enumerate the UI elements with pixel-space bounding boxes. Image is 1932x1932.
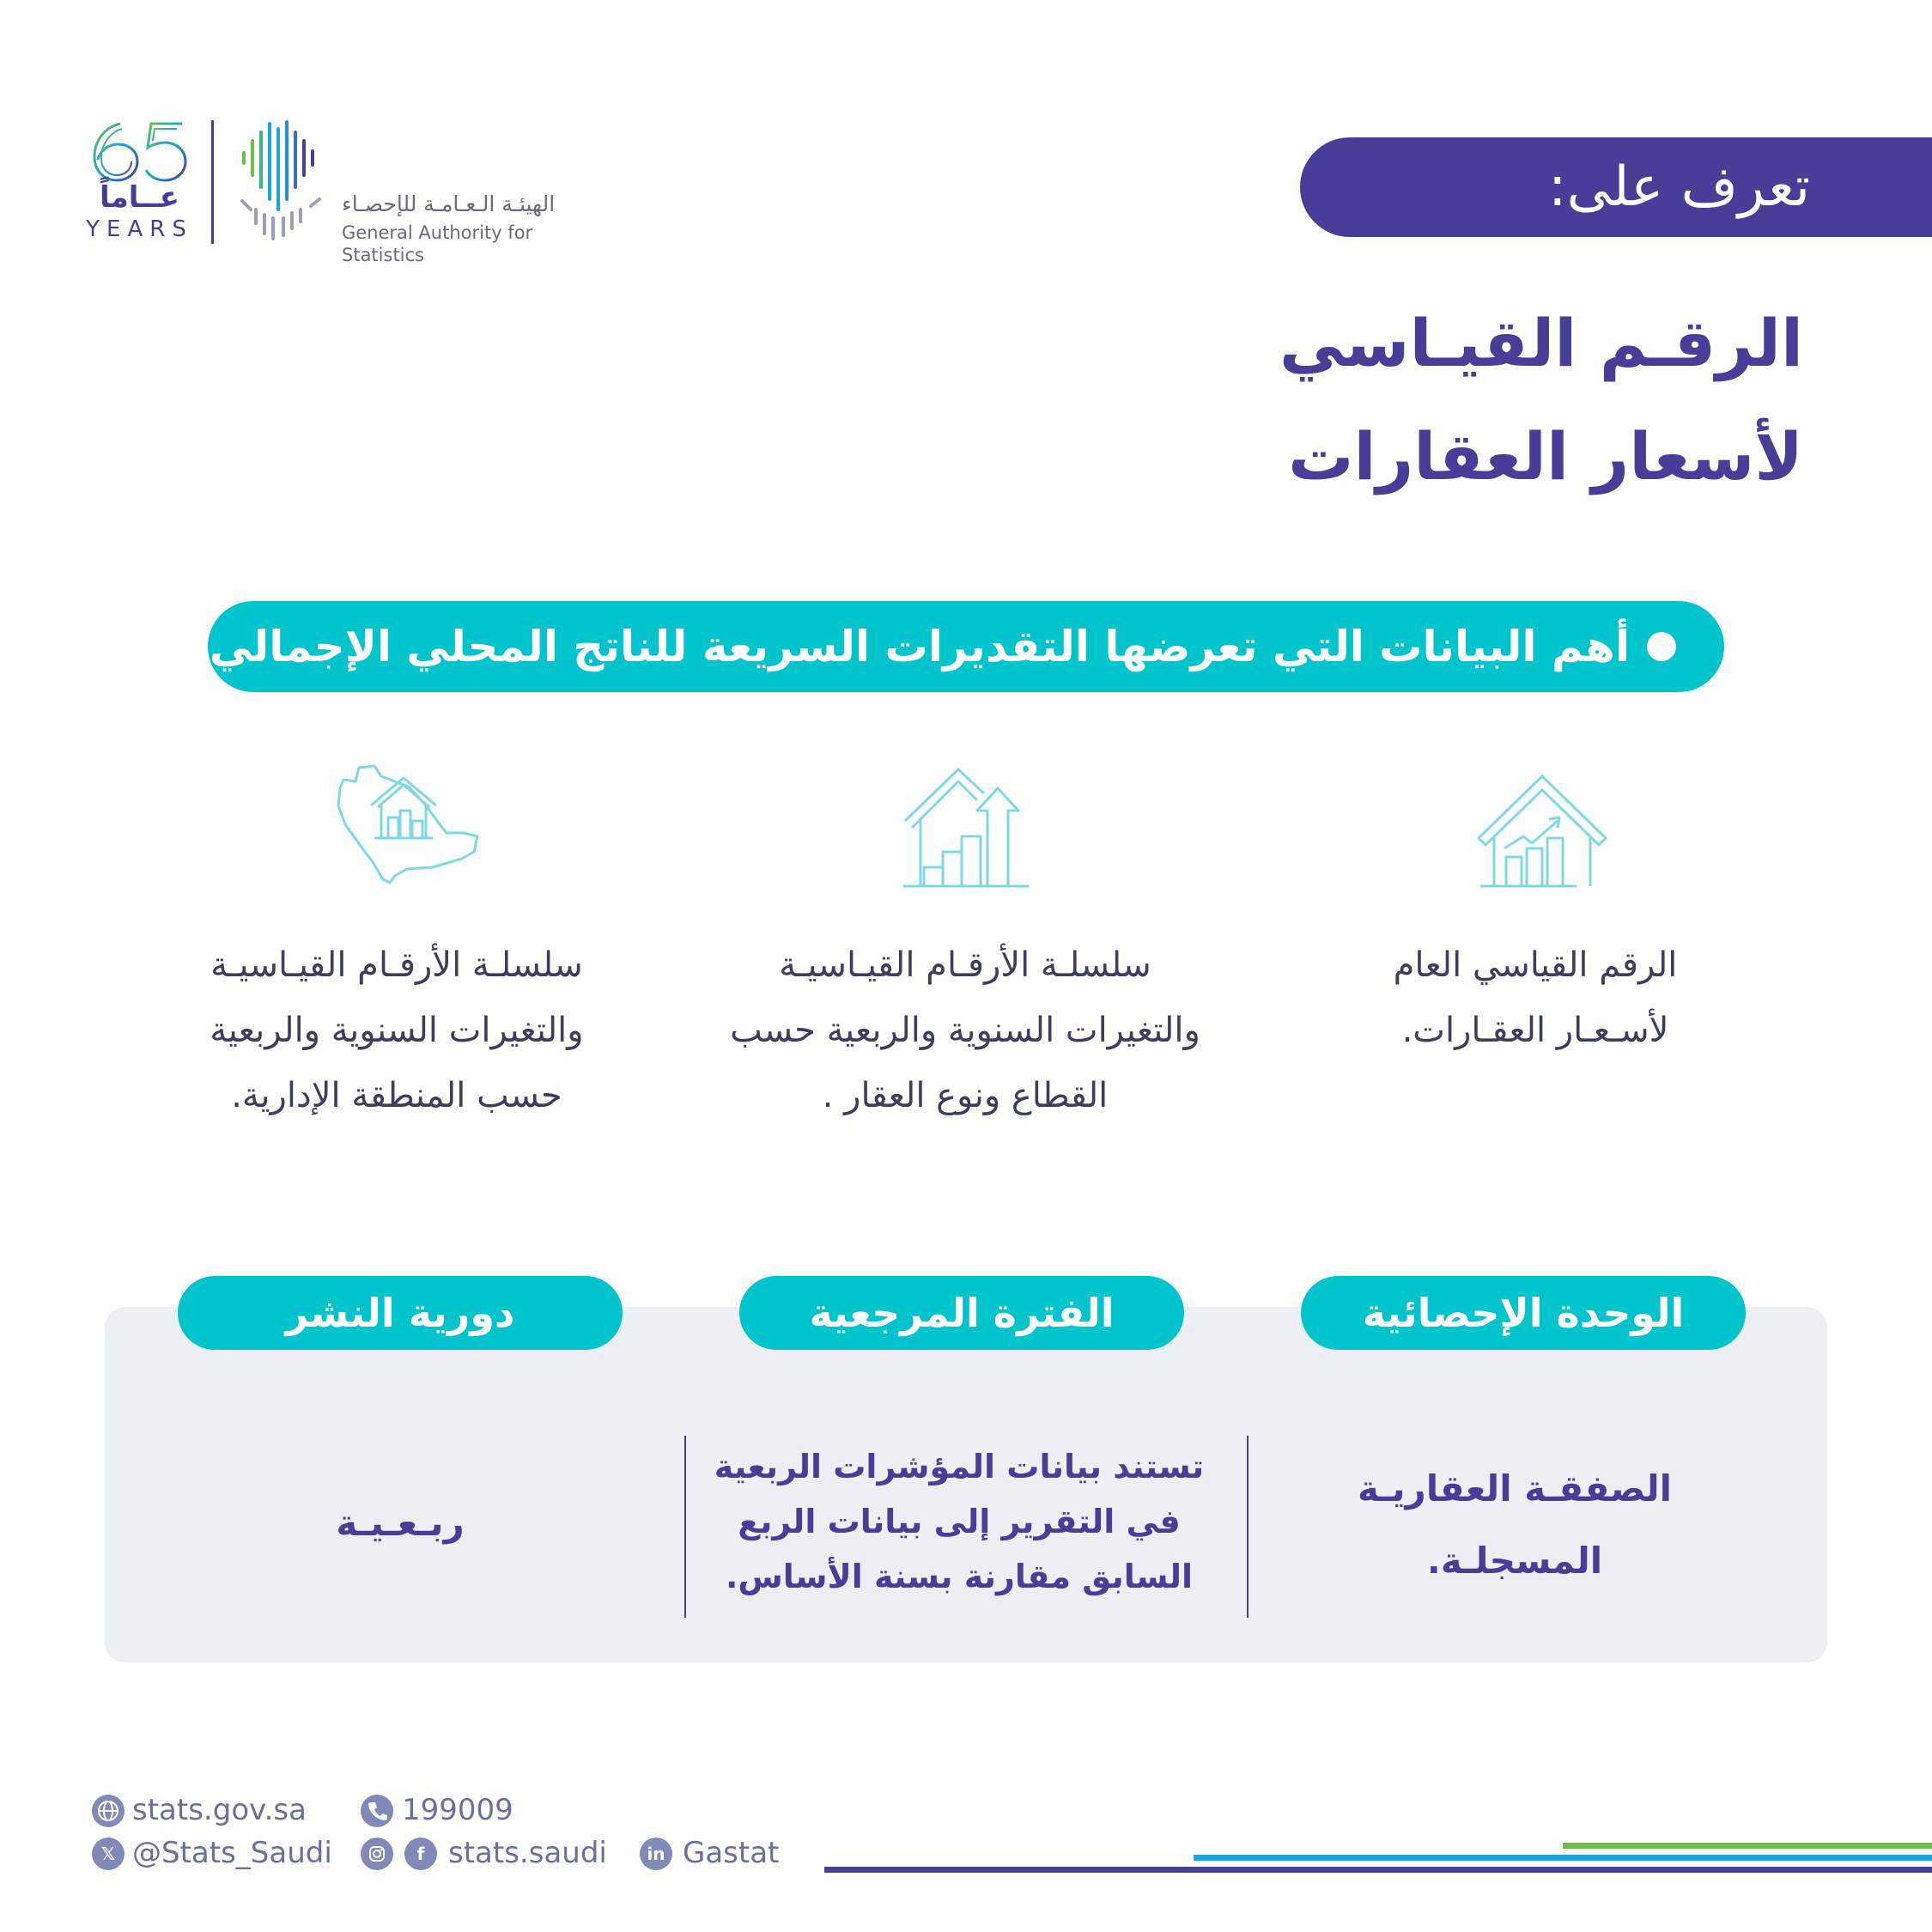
publication-frequency-value: ربـعـيـة — [336, 1502, 465, 1544]
feature-line: والتغيرات السنوية والربعية — [210, 1011, 584, 1050]
statistical-unit-label: الوحدة الإحصائية — [1301, 1276, 1746, 1350]
column-divider — [684, 1436, 686, 1618]
footer-stripe-green — [1563, 1843, 1932, 1849]
page-title-line2: لأسعار العقارات — [1288, 418, 1803, 495]
saudi-map-house-icon — [333, 762, 481, 890]
social-handle-link[interactable]: stats.saudi — [448, 1836, 607, 1870]
x-handle-link[interactable]: @Stats_Saudi — [132, 1836, 332, 1870]
page-title-line1: الرقـم القيـاسي — [1279, 305, 1803, 381]
anniversary-logo — [86, 118, 193, 247]
column-divider — [1247, 1436, 1249, 1618]
anniversary-arabic: عــاماً — [99, 180, 180, 215]
feature-line: حسب المنطقة الإدارية. — [231, 1076, 562, 1115]
feature-line: القطاع ونوع العقار . — [822, 1076, 1109, 1115]
house-growth-chart-icon — [1475, 769, 1613, 890]
statistical-unit-value — [1257, 1453, 1772, 1597]
feature-line: الرقم القياسي العام — [1393, 945, 1678, 985]
section-heading-banner — [191, 601, 1724, 692]
org-name-english: General Authority for Statistics — [342, 222, 533, 265]
value-line: السابق مقارنة بسنة الأساس. — [725, 1558, 1194, 1595]
gastat-logo-icon — [239, 120, 323, 242]
feature-line: سلسلـة الأرقـام القيـاسيـة — [210, 945, 583, 985]
feature-region-series — [156, 933, 637, 1128]
section-heading: أهم البيانات التي تعرضها التقديرات السريعة للناتج المحلي الإجمالي: — [191, 622, 1630, 671]
value-line: المسجلـة. — [1426, 1540, 1603, 1582]
linkedin-icon: in — [640, 1838, 672, 1870]
value-line: في التقرير إلى بيانات الربع — [738, 1503, 1181, 1540]
website-link[interactable]: stats.gov.sa — [132, 1793, 307, 1827]
x-icon: 𝕏 — [92, 1838, 125, 1870]
footer-stripe-blue — [1194, 1855, 1932, 1861]
intro-text: تعرف على: — [1548, 155, 1810, 219]
org-name-arabic: الهيئـة الـعـامـة للإحصـاء — [342, 191, 556, 216]
intro-banner — [1300, 137, 1932, 237]
reference-period-label: الفترة المرجعية — [739, 1276, 1184, 1350]
phone-icon — [361, 1795, 393, 1827]
value-line: تستند بيانات المؤشرات الربعية — [714, 1448, 1205, 1485]
phone-number[interactable]: 199009 — [402, 1793, 513, 1827]
publication-frequency-label: دورية النشر — [178, 1276, 623, 1350]
feature-line: لأسـعـار العقـارات. — [1401, 1011, 1669, 1050]
reference-period-value — [702, 1439, 1217, 1604]
logo-divider — [211, 120, 214, 244]
footer-stripe-purple — [824, 1867, 1932, 1873]
bullet-icon — [1647, 632, 1676, 661]
globe-icon — [92, 1795, 125, 1827]
feature-general-index — [1295, 933, 1776, 1063]
feature-line: سلسلـة الأرقـام القيـاسيـة — [779, 945, 1151, 985]
value-line: الصفقـة العقاريـة — [1357, 1467, 1673, 1510]
feature-sector-type-series — [725, 933, 1206, 1128]
anniversary-english: YEARS — [86, 216, 193, 242]
anniversary-65-mark — [86, 118, 193, 185]
instagram-icon — [361, 1838, 393, 1870]
feature-line: والتغيرات السنوية والربعية حسب — [730, 1011, 1200, 1050]
linkedin-link[interactable]: Gastat — [683, 1836, 780, 1870]
facebook-icon: f — [404, 1838, 437, 1870]
house-rising-bars-icon — [902, 762, 1030, 891]
